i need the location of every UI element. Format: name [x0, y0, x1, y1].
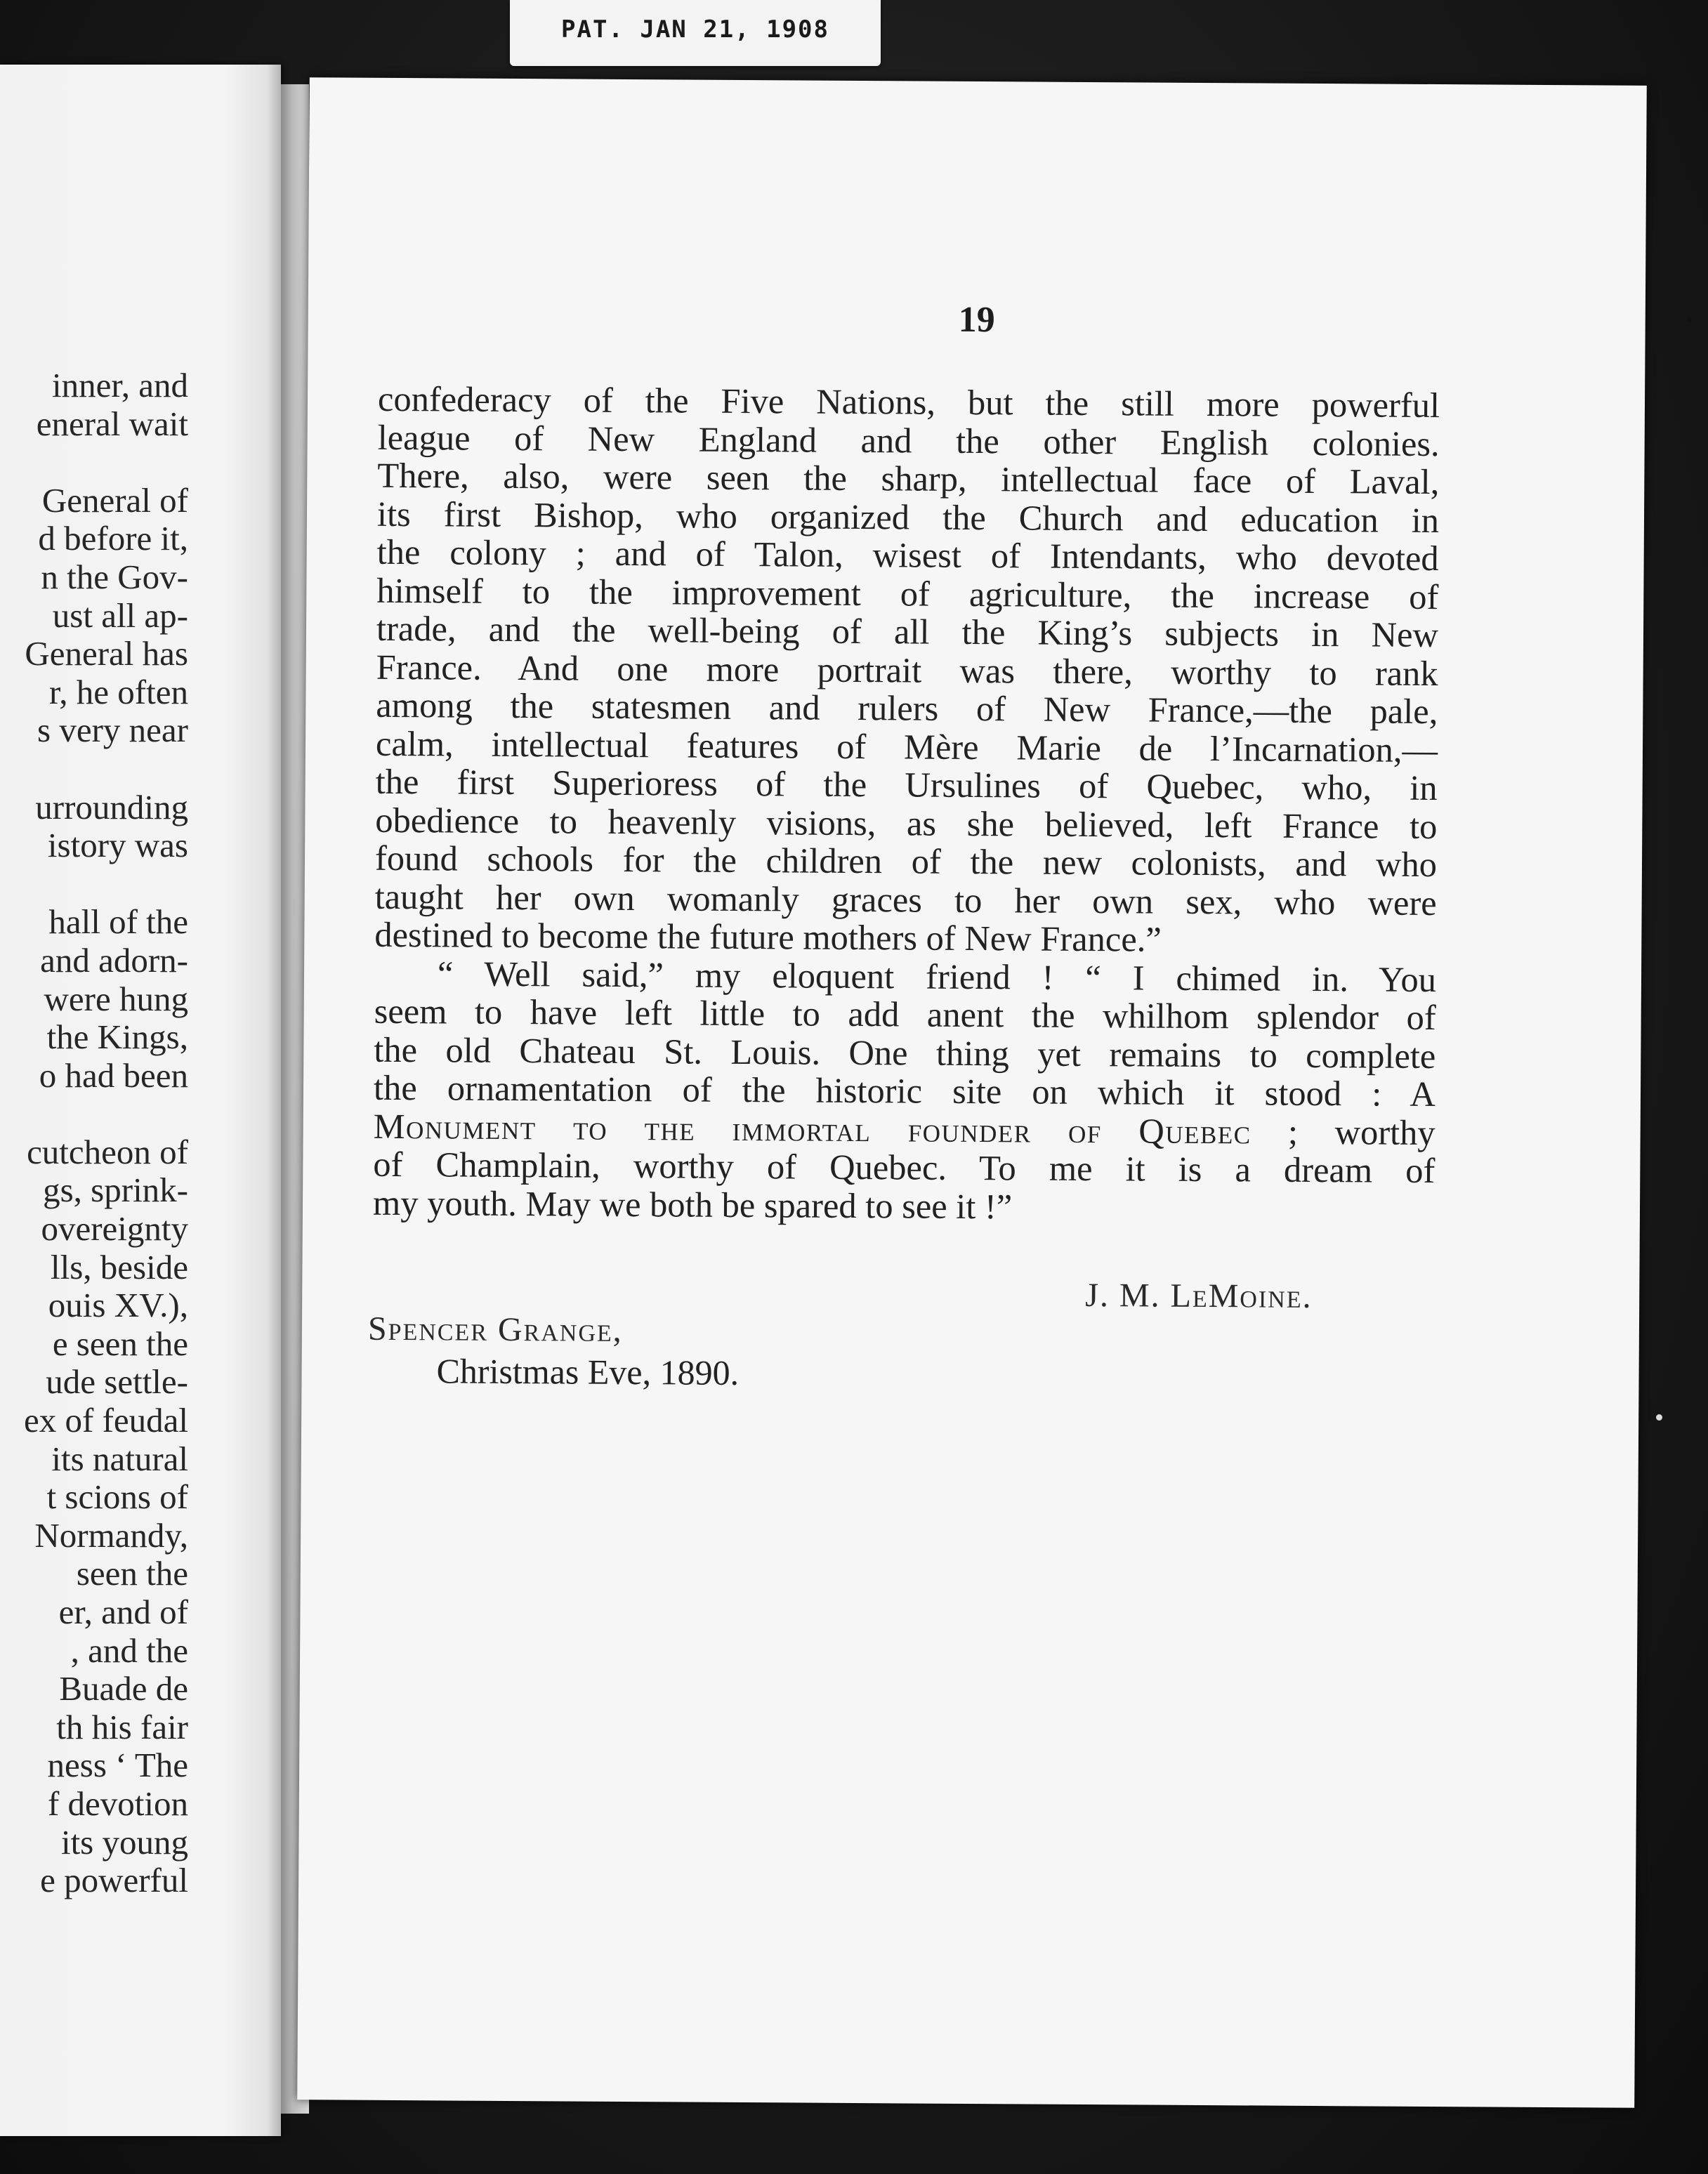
monument-phrase: Monument to the immortal founder of Quebec ; [373, 1106, 1299, 1152]
left-line-gap [0, 865, 188, 904]
left-line: istory was [47, 826, 188, 865]
left-line: and adorn- [40, 940, 188, 980]
left-line: inner, and [52, 367, 188, 404]
patent-stamp-text: PAT. JAN 21, 1908 [561, 15, 829, 44]
text-line: the first Superioress of the Ursulines of Quebec, who, in [375, 761, 1438, 808]
date-line: Christmas Eve, 1890. [436, 1351, 740, 1392]
scan-speck [1687, 317, 1692, 322]
left-line: e seen the [52, 1324, 188, 1363]
text-line: the ornamentation of the historic site on which it stood : A [373, 1067, 1436, 1114]
page-number: 19 [958, 299, 995, 341]
left-line: eneral wait [36, 404, 188, 443]
left-line: overeignty [41, 1209, 188, 1249]
text-line: taught her own womanly graces to her own sex, who were [374, 876, 1437, 923]
text-line: himself to the improvement of agriculture, the increase of [376, 570, 1439, 617]
left-line: ust all ap- [52, 595, 188, 635]
left-line: t scions of [46, 1477, 188, 1517]
left-line: f devotion [47, 1784, 188, 1823]
text-line: France. And one more portrait was there, worthy to rank [376, 647, 1438, 693]
left-line: e powerful [40, 1861, 188, 1900]
left-line: th his fair [56, 1707, 188, 1746]
text-line: confederacy of the Five Nations, but the still more powerful [377, 378, 1440, 426]
left-line: General of [41, 480, 188, 520]
left-line: ouis XV.), [48, 1286, 188, 1325]
text-line: its first Bishop, who organized the Church and education in [376, 494, 1440, 540]
left-line: its natural [51, 1439, 188, 1478]
text-line: league of New England and the other English colonies. [377, 417, 1440, 463]
left-line: d before it, [38, 519, 188, 558]
text-line: the old Chateau St. Louis. One thing yet remains to complete [374, 1029, 1436, 1076]
left-line: s very near [37, 711, 188, 750]
text-line: calm, intellectual features of Mère Marie de l’Incarnation,— [375, 723, 1438, 770]
left-line: ude settle- [46, 1362, 188, 1402]
text-line: among the statesmen and rulers of New France,—the pale, [376, 685, 1438, 732]
left-line: lls, beside [51, 1247, 188, 1286]
text-line: destined to become the future mothers of New France.” [374, 914, 1162, 959]
patent-stamp-label [510, 0, 881, 66]
left-line: urrounding [35, 787, 188, 826]
text-line: found schools for the children of the new colonists, and who [374, 838, 1438, 885]
left-line-gap [0, 750, 188, 789]
left-line: , and the [70, 1630, 188, 1670]
page-body-text [373, 380, 1440, 1228]
text-line: There, also, were seen the sharp, intellectual face of Laval, [377, 455, 1440, 502]
author-signature: J. M. LeMoine. [1085, 1276, 1313, 1315]
text-line: the colony ; and of Talon, wisest of Intendants, who devoted [376, 532, 1439, 579]
left-line: seen the [76, 1554, 188, 1593]
text-line: seem to have left little to add anent the whilhom splendor of [374, 991, 1436, 1038]
text-line: trade, and the well-being of all the King’s subjects in New [376, 608, 1439, 655]
left-line: General has [25, 634, 188, 673]
scan-speck [1656, 1414, 1662, 1421]
left-line: n the Gov- [41, 557, 188, 596]
right-page [297, 77, 1647, 2108]
left-line: hall of the [48, 902, 188, 942]
left-line: o had been [39, 1055, 188, 1095]
place-line: Spencer Grange, [367, 1310, 623, 1349]
text-line: “ Well said,” my eloquent friend ! “ I chimed in. You [437, 953, 1437, 999]
left-line: Buade de [59, 1669, 188, 1708]
left-line: gs, sprink- [43, 1171, 188, 1210]
left-line: r, he often [48, 672, 188, 711]
left-line-gap [0, 443, 188, 482]
left-line: cutcheon of [27, 1132, 188, 1171]
text-line-tail: worthy [1334, 1112, 1436, 1152]
text-line: of Champlain, worthy of Quebec. To me it is a dream of [373, 1144, 1436, 1191]
left-line: its young [60, 1822, 188, 1862]
left-line: er, and of [58, 1593, 188, 1631]
left-line-gap [0, 1095, 188, 1133]
left-line: were hung [44, 979, 188, 1018]
text-line: my youth. May we both be spared to see it !” [372, 1182, 1013, 1226]
left-line: ex of feudal [24, 1401, 188, 1440]
left-line: ness ‘ The [47, 1746, 188, 1785]
left-page [0, 65, 281, 2136]
left-line: Normandy, [34, 1515, 188, 1555]
left-line: the Kings, [46, 1017, 188, 1057]
text-line: obedience to heavenly visions, as she believed, left France to [375, 800, 1438, 846]
left-page-text [0, 367, 188, 1900]
